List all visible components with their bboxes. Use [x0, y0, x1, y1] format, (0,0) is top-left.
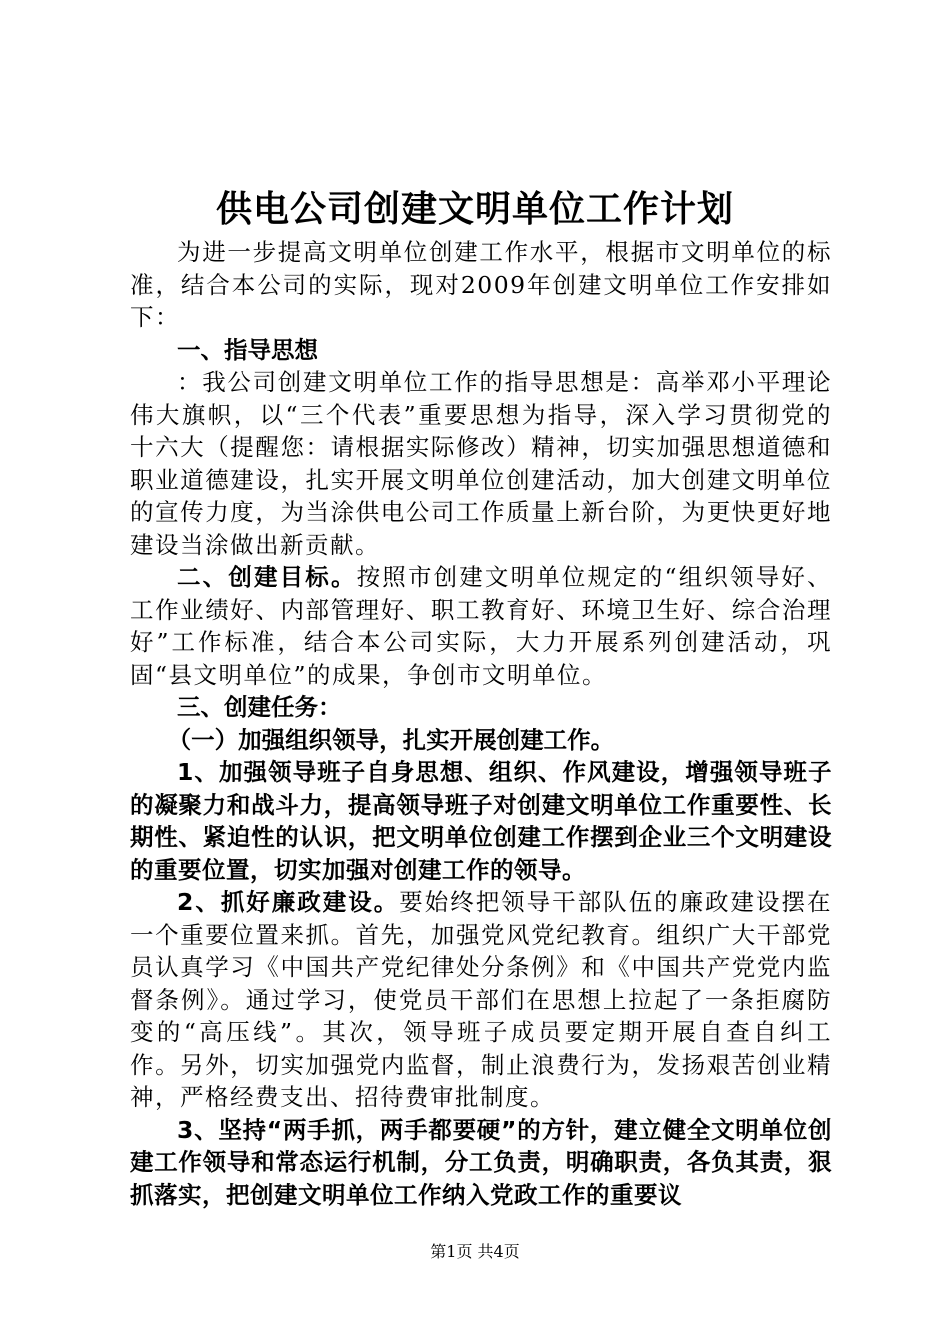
page-number: 第1页 共4页	[430, 1242, 520, 1261]
section1-paragraph: ：我公司创建文明单位工作的指导思想是：高举邓小平理论伟大旗帜，以“三个代表”重要思想为指导，深入学习贯彻党的十六大（提醒您：请根据实际修改）精神，切实加强思想道德和职业道德建设，扎实开展文明单位创建活动，加大创建文明单位的宣传力度，为当涂供电公司工作质量上新台阶，为更快更好地建设当涂做出新贡献。	[130, 368, 832, 559]
item2-paragraph	[130, 886, 832, 1114]
section2-heading: 二、创建目标。	[177, 563, 357, 591]
section3-heading: 三、创建任务：	[177, 693, 342, 721]
item2-heading: 2、抓好廉政建设。	[177, 888, 400, 916]
subsection1-heading: （一）加强组织领导，扎实开展创建工作。	[167, 725, 615, 754]
document-title: 供电公司创建文明单位工作计划	[215, 188, 734, 230]
document-body	[130, 236, 832, 1211]
intro-paragraph: 为进一步提高文明单位创建工作水平，根据市文明单位的标准，结合本公司的实际，现对2009年创建文明单位工作安排如下：	[130, 238, 832, 331]
item2-body: 要始终把领导干部队伍的廉政建设摆在一个重要位置来抓。首先，加强党风党纪教育。组织广大干部党员认真学习《中国共产党纪律处分条例》和《中国共产党党内监督条例》。通过学习，使党员干部们在思想上拉起了一条拒腐防变的“高压线”。其次，领导班子成员要定期开展自查自纠工作。另外，切实加强党内监督，制止浪费行为，发扬艰苦创业精神，严格经费支出、招待费审批制度。	[130, 888, 833, 1111]
item1-paragraph: 1、加强领导班子自身思想、组织、作风建设，增强领导班子的凝聚力和战斗力，提高领导班子对创建文明单位工作重要性、长期性、紧迫性的认识，把文明单位创建工作摆到企业三个文明建设的重要位置，切实加强对创建工作的领导。	[130, 758, 832, 884]
section2-paragraph	[130, 561, 832, 691]
item3-paragraph: 3、坚持“两手抓，两手都要硬”的方针，建立健全文明单位创建工作领导和常态运行机制，分工负责，明确职责，各负其责，狠抓落实，把创建文明单位工作纳入党政工作的重要议	[130, 1115, 832, 1209]
section1-heading: 一、指导思想	[177, 335, 318, 364]
section2-body: 按照市创建文明单位规定的“组织领导好、工作业绩好、内部管理好、职工教育好、环境卫生好、综合治理好”工作标准，结合本公司实际，大力开展系列创建活动，巩固“县文明单位”的成果，争创市文明单位。	[130, 563, 833, 689]
